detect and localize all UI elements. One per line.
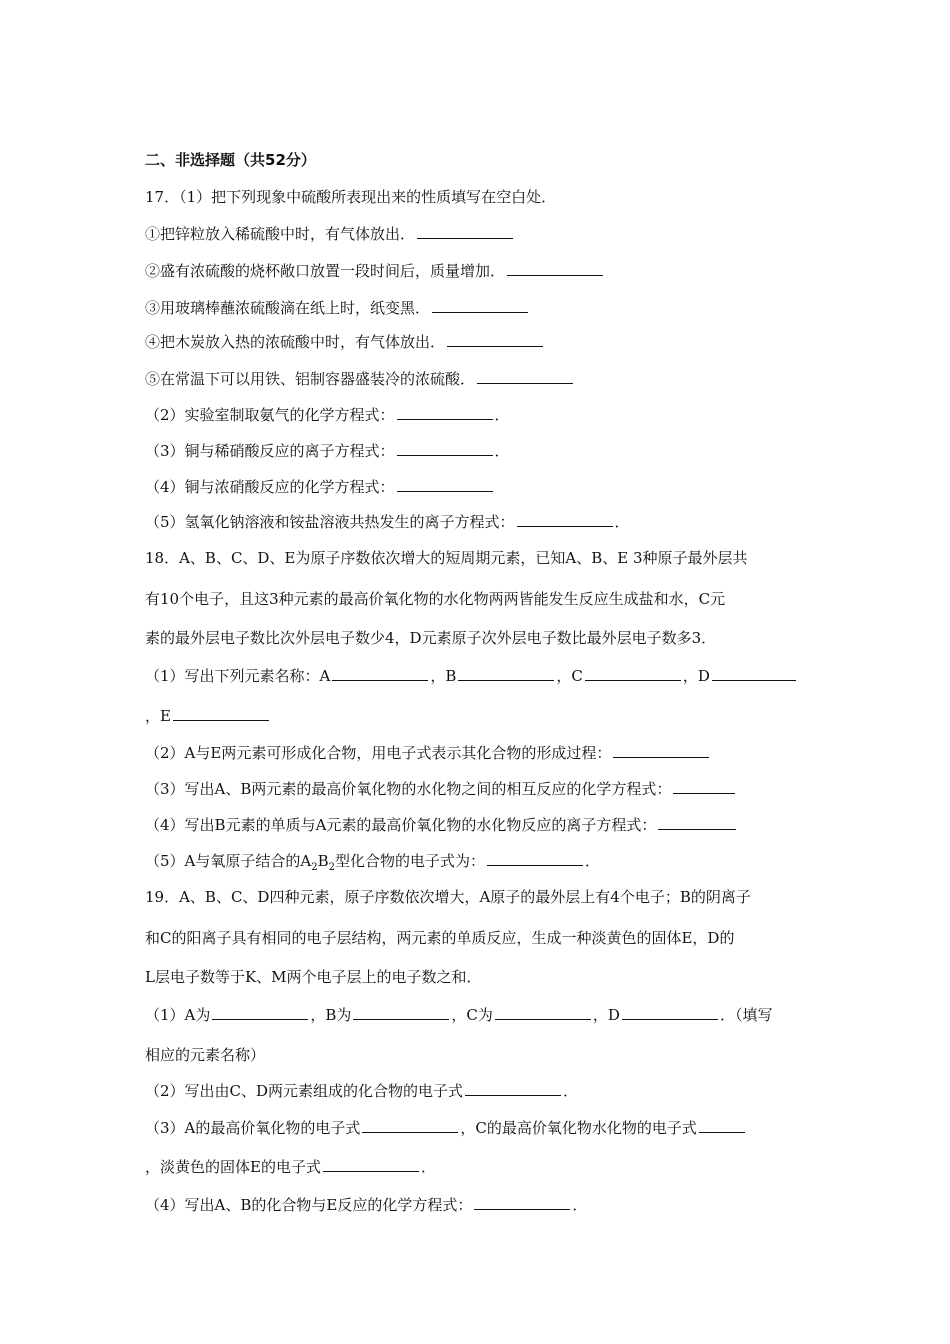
q19-part-2-text: （2）写出由C、D两元素组成的化合物的电子式 [145, 1082, 464, 1100]
q17-item-4 [145, 332, 545, 352]
answer-blank[interactable] [487, 851, 583, 866]
q19-part-1-cont: 相应的元素名称） [145, 1046, 266, 1064]
answer-blank[interactable] [673, 779, 735, 794]
answer-blank[interactable] [585, 666, 681, 681]
q19-part-1 [145, 1005, 772, 1025]
q18-part-5-text-b: B [317, 852, 329, 870]
q18-part-1-cont [145, 706, 271, 726]
period: ． [572, 1196, 588, 1214]
q17-item-1-text: ①把锌粒放入稀硫酸中时，有气体放出． [145, 225, 416, 243]
answer-blank[interactable] [699, 1118, 745, 1133]
label-c: ，C [556, 667, 583, 685]
q19-part-3-text-c: ，淡黄色的固体E的电子式 [145, 1158, 321, 1176]
section-title: 二、非选择题（共52分） [145, 151, 316, 169]
q18-line-3: 素的最外层电子数比次外层电子数少4，D元素原子次外层电子数比最外层电子数多3． [145, 629, 717, 647]
period: ． [494, 406, 510, 424]
answer-blank[interactable] [477, 369, 573, 384]
answer-blank[interactable] [474, 1195, 570, 1210]
q17-part-2-text: （2）实验室制取氨气的化学方程式： [145, 406, 395, 424]
q17-item-3 [145, 298, 530, 318]
subscript: 2 [328, 862, 335, 873]
q17-item-5 [145, 369, 575, 389]
q19-part-3-text-a: （3）A的最高价氧化物的电子式 [145, 1119, 361, 1137]
answer-blank[interactable] [397, 405, 493, 420]
answer-blank[interactable] [658, 815, 736, 830]
q17-item-3-text: ③用玻璃棒蘸浓硫酸滴在纸上时，纸变黑． [145, 299, 431, 317]
answer-blank[interactable] [323, 1157, 419, 1172]
answer-blank[interactable] [517, 512, 613, 527]
answer-blank[interactable] [362, 1118, 458, 1133]
label-b: ，B为 [310, 1006, 352, 1024]
label-d: ，D [682, 667, 710, 685]
answer-blank[interactable] [397, 477, 493, 492]
q17-item-1 [145, 224, 515, 244]
q18-part-3-text: （3）写出A、B两元素的最高价氧化物的水化物之间的相互反应的化学方程式： [145, 780, 672, 798]
period: ． [420, 1158, 436, 1176]
answer-blank[interactable] [173, 706, 269, 721]
subscript: 2 [311, 862, 318, 873]
q17-item-5-text: ⑤在常温下可以用铁、铝制容器盛装冷的浓硫酸． [145, 370, 476, 388]
q18-line-2: 有10个电子，且这3种元素的最高价氧化物的水化物两两皆能发生反应生成盐和水，C元 [145, 590, 726, 608]
period: ． [585, 852, 601, 870]
fill-note: ．（填写 [719, 1006, 773, 1024]
q19-part-3-cont [145, 1157, 436, 1177]
q17-intro: 17．（1）把下列现象中硫酸所表现出来的性质填写在空白处． [145, 188, 557, 206]
q19-part-3 [145, 1118, 747, 1138]
period: ． [614, 513, 630, 531]
q18-part-5-text-a: （5）A与氧原子结合的A [145, 852, 312, 870]
answer-blank[interactable] [417, 224, 513, 239]
q17-part-5-text: （5）氢氧化钠溶液和铵盐溶液共热发生的离子方程式： [145, 513, 515, 531]
q19-part-1-text: （1）A为 [145, 1006, 211, 1024]
q19-line-3: L层电子数等于K、M两个电子层上的电子数之和． [145, 968, 482, 986]
answer-blank[interactable] [458, 666, 554, 681]
period: ． [563, 1082, 579, 1100]
q19-part-4 [145, 1195, 587, 1215]
q17-part-4 [145, 477, 495, 497]
q17-item-2 [145, 261, 605, 281]
q19-part-2 [145, 1081, 578, 1101]
answer-blank[interactable] [332, 666, 428, 681]
q18-part-4-text: （4）写出B元素的单质与A元素的最高价氧化物的水化物反应的离子方程式： [145, 816, 657, 834]
q17-item-4-text: ④把木炭放入热的浓硫酸中时，有气体放出． [145, 333, 446, 351]
answer-blank[interactable] [613, 743, 709, 758]
answer-blank[interactable] [622, 1005, 718, 1020]
q18-line-1: 18．A、B、C、D、E为原子序数依次增大的短周期元素，已知A、B、E 3种原子最外层共 [145, 549, 748, 567]
answer-blank[interactable] [212, 1005, 308, 1020]
q18-part-5-text-c: 型化合物的电子式为： [335, 852, 486, 870]
q18-part-2-text: （2）A与E两元素可形成化合物，用电子式表示其化合物的形成过程： [145, 744, 612, 762]
q19-line-2: 和C的阳离子具有相同的电子层结构，两元素的单质反应，生成一种淡黄色的固体E，D的 [145, 929, 735, 947]
answer-blank[interactable] [447, 332, 543, 347]
q19-part-3-text-b: ，C的最高价氧化物水化物的电子式 [460, 1119, 697, 1137]
q17-item-2-text: ②盛有浓硫酸的烧杯敞口放置一段时间后，质量增加． [145, 262, 506, 280]
q18-part-2 [145, 743, 711, 763]
period: ． [494, 442, 510, 460]
q18-part-1-text: （1）写出下列元素名称：A [145, 667, 331, 685]
label-e: ，E [145, 707, 171, 725]
q17-part-4-text: （4）铜与浓硝酸反应的化学方程式： [145, 478, 395, 496]
answer-blank[interactable] [397, 441, 493, 456]
q18-part-5 [145, 851, 600, 871]
answer-blank[interactable] [353, 1005, 449, 1020]
q18-part-4 [145, 815, 738, 835]
q18-part-3 [145, 779, 737, 799]
label-c: ，C为 [451, 1006, 493, 1024]
q17-part-2 [145, 405, 510, 425]
q17-part-5 [145, 512, 630, 532]
q17-part-3-text: （3）铜与稀硝酸反应的离子方程式： [145, 442, 395, 460]
label-d: ，D [592, 1006, 620, 1024]
answer-blank[interactable] [495, 1005, 591, 1020]
q19-part-4-text: （4）写出A、B的化合物与E反应的化学方程式： [145, 1196, 473, 1214]
answer-blank[interactable] [465, 1081, 561, 1096]
q19-line-1: 19．A、B、C、D四种元素，原子序数依次增大，A原子的最外层上有4个电子；B的阴离子 [145, 888, 751, 906]
answer-blank[interactable] [507, 261, 603, 276]
answer-blank[interactable] [432, 298, 528, 313]
label-b: ，B [430, 667, 457, 685]
q17-part-3 [145, 441, 510, 461]
q18-part-1 [145, 666, 798, 686]
answer-blank[interactable] [712, 666, 796, 681]
